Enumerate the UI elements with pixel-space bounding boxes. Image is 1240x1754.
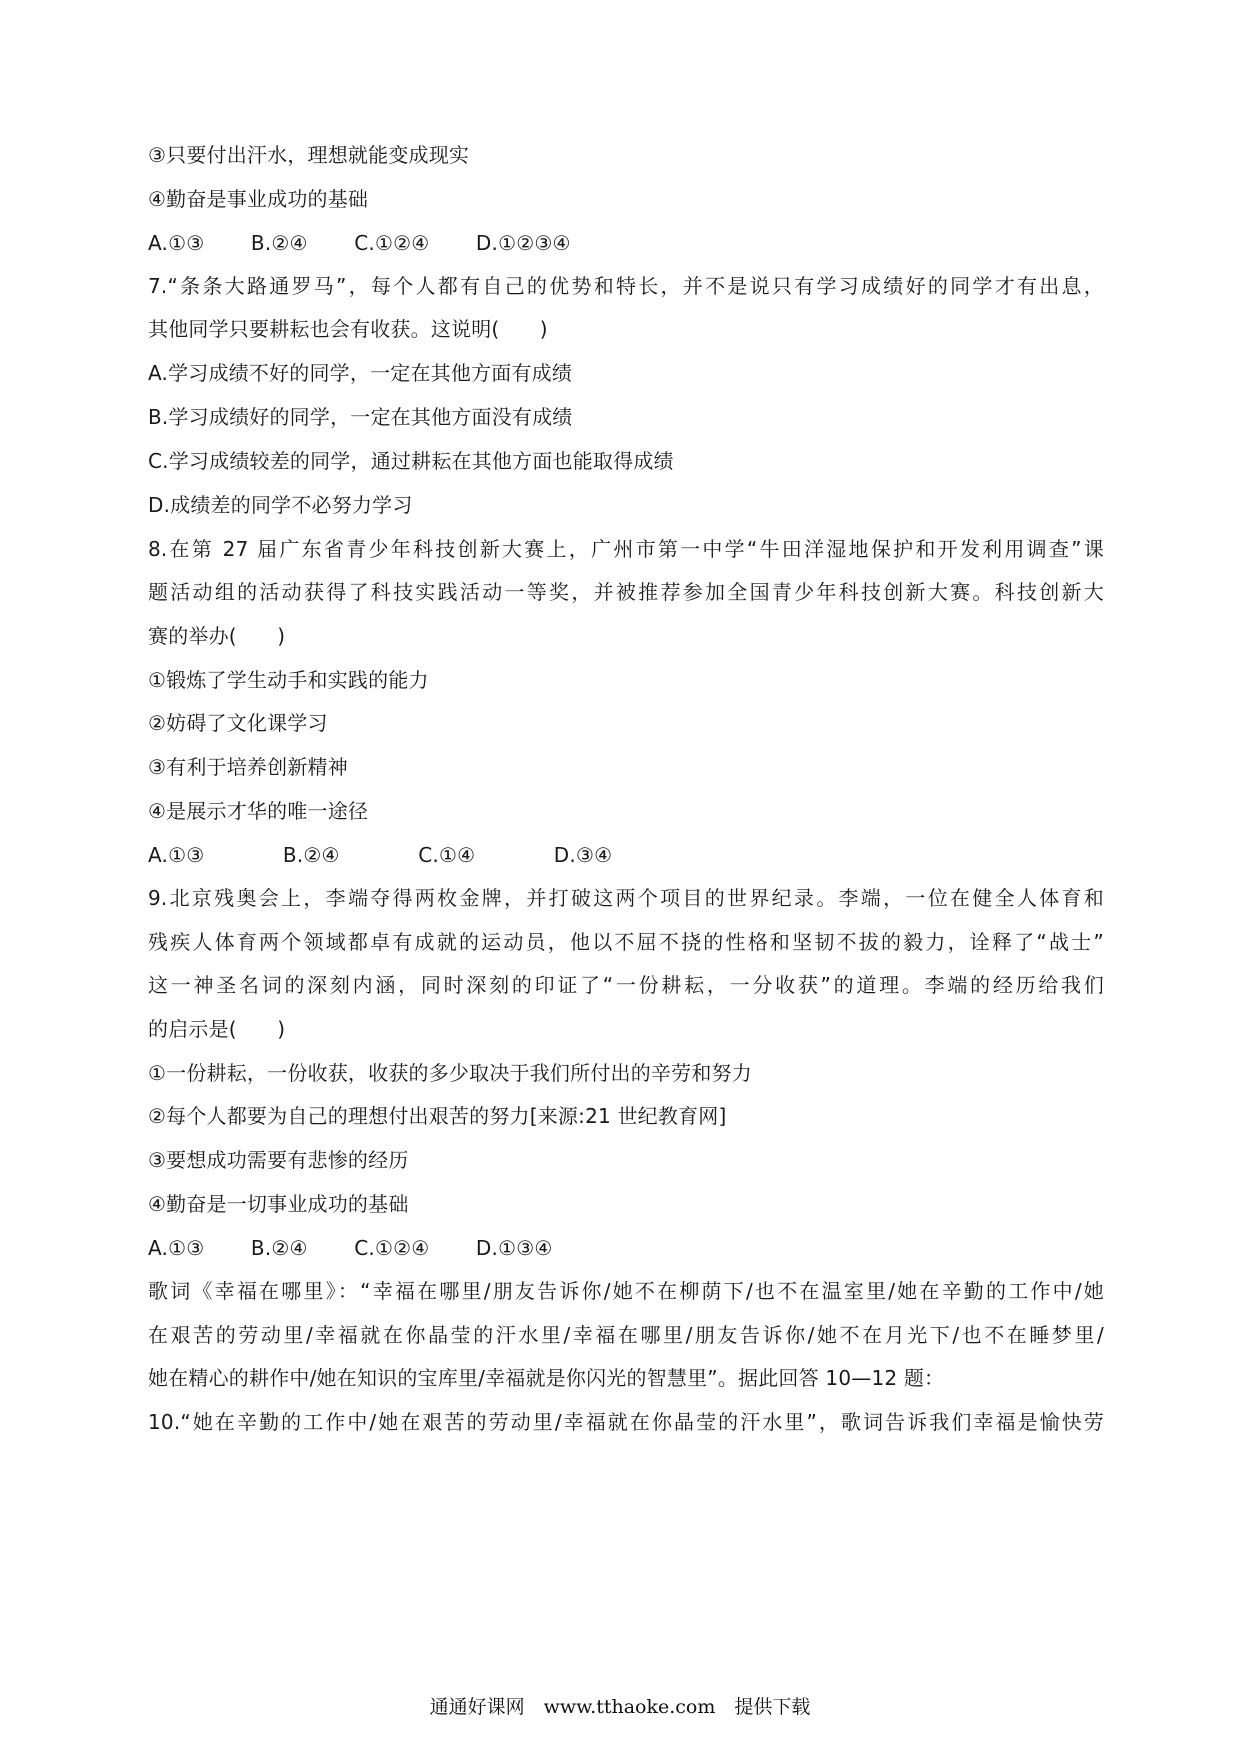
lyric-passage-line-3: 她在精心的耕作中/她在知识的宝库里/幸福就是你闪光的智慧里”。据此回答 10—12 题： xyxy=(148,1366,945,1390)
q9-option-b: B.②④ xyxy=(250,1236,308,1260)
q9-stem-line-4: 的启示是( ) xyxy=(148,1017,286,1041)
q8-option-a: A.①③ xyxy=(148,843,205,867)
q9-statement-4: ④勤奋是一切事业成功的基础 xyxy=(148,1192,409,1216)
q9-statement-3: ③要想成功需要有悲惨的经历 xyxy=(148,1148,409,1172)
q9-option-c: C.①②④ xyxy=(354,1236,430,1260)
q8-option-b: B.②④ xyxy=(282,843,340,867)
q6-option-a: A.①③ xyxy=(148,231,205,255)
q6-option-d: D.①②③④ xyxy=(475,231,571,255)
q7-option-c: C.学习成绩较差的同学，通过耕耘在其他方面也能取得成绩 xyxy=(148,449,674,473)
q8-option-d: D.③④ xyxy=(553,843,613,867)
q9-stem-line-1: 9.北京残奥会上，李端夺得两枚金牌，并打破这两个项目的世界纪录。李端，一位在健全人体育和 xyxy=(148,886,1104,910)
q7-option-a: A.学习成绩不好的同学，一定在其他方面有成绩 xyxy=(148,361,573,385)
q9-options xyxy=(148,1234,592,1262)
q9-stem-line-2: 残疾人体育两个领域都卓有成就的运动员，他以不屈不挠的性格和坚韧不拔的毅力，诠释了“战士” xyxy=(148,930,1104,954)
q7-stem-line-2: 其他同学只要耕耘也会有收获。这说明( ) xyxy=(148,317,548,341)
page-footer: 通通好课网 www.tthaoke.com 提供下载 xyxy=(429,1696,811,1718)
q9-option-a: A.①③ xyxy=(148,1236,205,1260)
q8-stem-line-1: 8.在第 27 届广东省青少年科技创新大赛上，广州市第一中学“牛田洋湿地保护和开发利用调查”课 xyxy=(148,537,1104,561)
lyric-passage-line-2: 在艰苦的劳动里/幸福就在你晶莹的汗水里/幸福在哪里/朋友告诉你/她不在月光下/也不在睡梦里/ xyxy=(148,1323,1104,1347)
q8-stem-line-2: 题活动组的活动获得了科技实践活动一等奖，并被推荐参加全国青少年科技创新大赛。科技创新大 xyxy=(148,580,1104,604)
q7-stem-line-1: 7.“条条大路通罗马”，每个人都有自己的优势和特长，并不是说只有学习成绩好的同学才有出息， xyxy=(148,274,1104,298)
q9-option-d: D.①③④ xyxy=(475,1236,553,1260)
q7-option-b: B.学习成绩好的同学，一定在其他方面没有成绩 xyxy=(148,405,573,429)
q8-statement-3: ③有利于培养创新精神 xyxy=(148,755,348,779)
lyric-passage-line-1: 歌词《幸福在哪里》：“幸福在哪里/朋友告诉你/她不在柳荫下/也不在温室里/她在辛勤的工作中/她 xyxy=(148,1279,1104,1303)
q6-options xyxy=(148,229,611,257)
q6-statement-4: ④勤奋是事业成功的基础 xyxy=(148,187,369,211)
q7-option-d: D.成绩差的同学不必努力学习 xyxy=(148,493,413,517)
q9-stem-line-3: 这一神圣名词的深刻内涵，同时深刻的印证了“一份耕耘，一分收获”的道理。李端的经历给我们 xyxy=(148,973,1104,997)
q8-statement-2: ②妨碍了文化课学习 xyxy=(148,711,328,735)
q10-stem-line-1: 10.“她在辛勤的工作中/她在艰苦的劳动里/幸福就在你晶莹的汗水里”，歌词告诉我们幸福是愉快劳 xyxy=(148,1410,1104,1434)
q6-statement-3: ③只要付出汗水，理想就能变成现实 xyxy=(148,143,470,167)
q8-statement-4: ④是展示才华的唯一途径 xyxy=(148,799,369,823)
q6-option-b: B.②④ xyxy=(250,231,308,255)
q8-statement-1: ①锻炼了学生动手和实践的能力 xyxy=(148,668,429,692)
q8-stem-line-3: 赛的举办( ) xyxy=(148,624,286,648)
q9-statement-2: ②每个人都要为自己的理想付出艰苦的努力[来源:21 世纪教育网] xyxy=(148,1104,727,1128)
q8-option-c: C.①④ xyxy=(418,843,476,867)
q8-options xyxy=(148,841,684,869)
q9-statement-1: ①一份耕耘，一份收获，收获的多少取决于我们所付出的辛劳和努力 xyxy=(148,1061,752,1085)
q6-option-c: C.①②④ xyxy=(354,231,430,255)
